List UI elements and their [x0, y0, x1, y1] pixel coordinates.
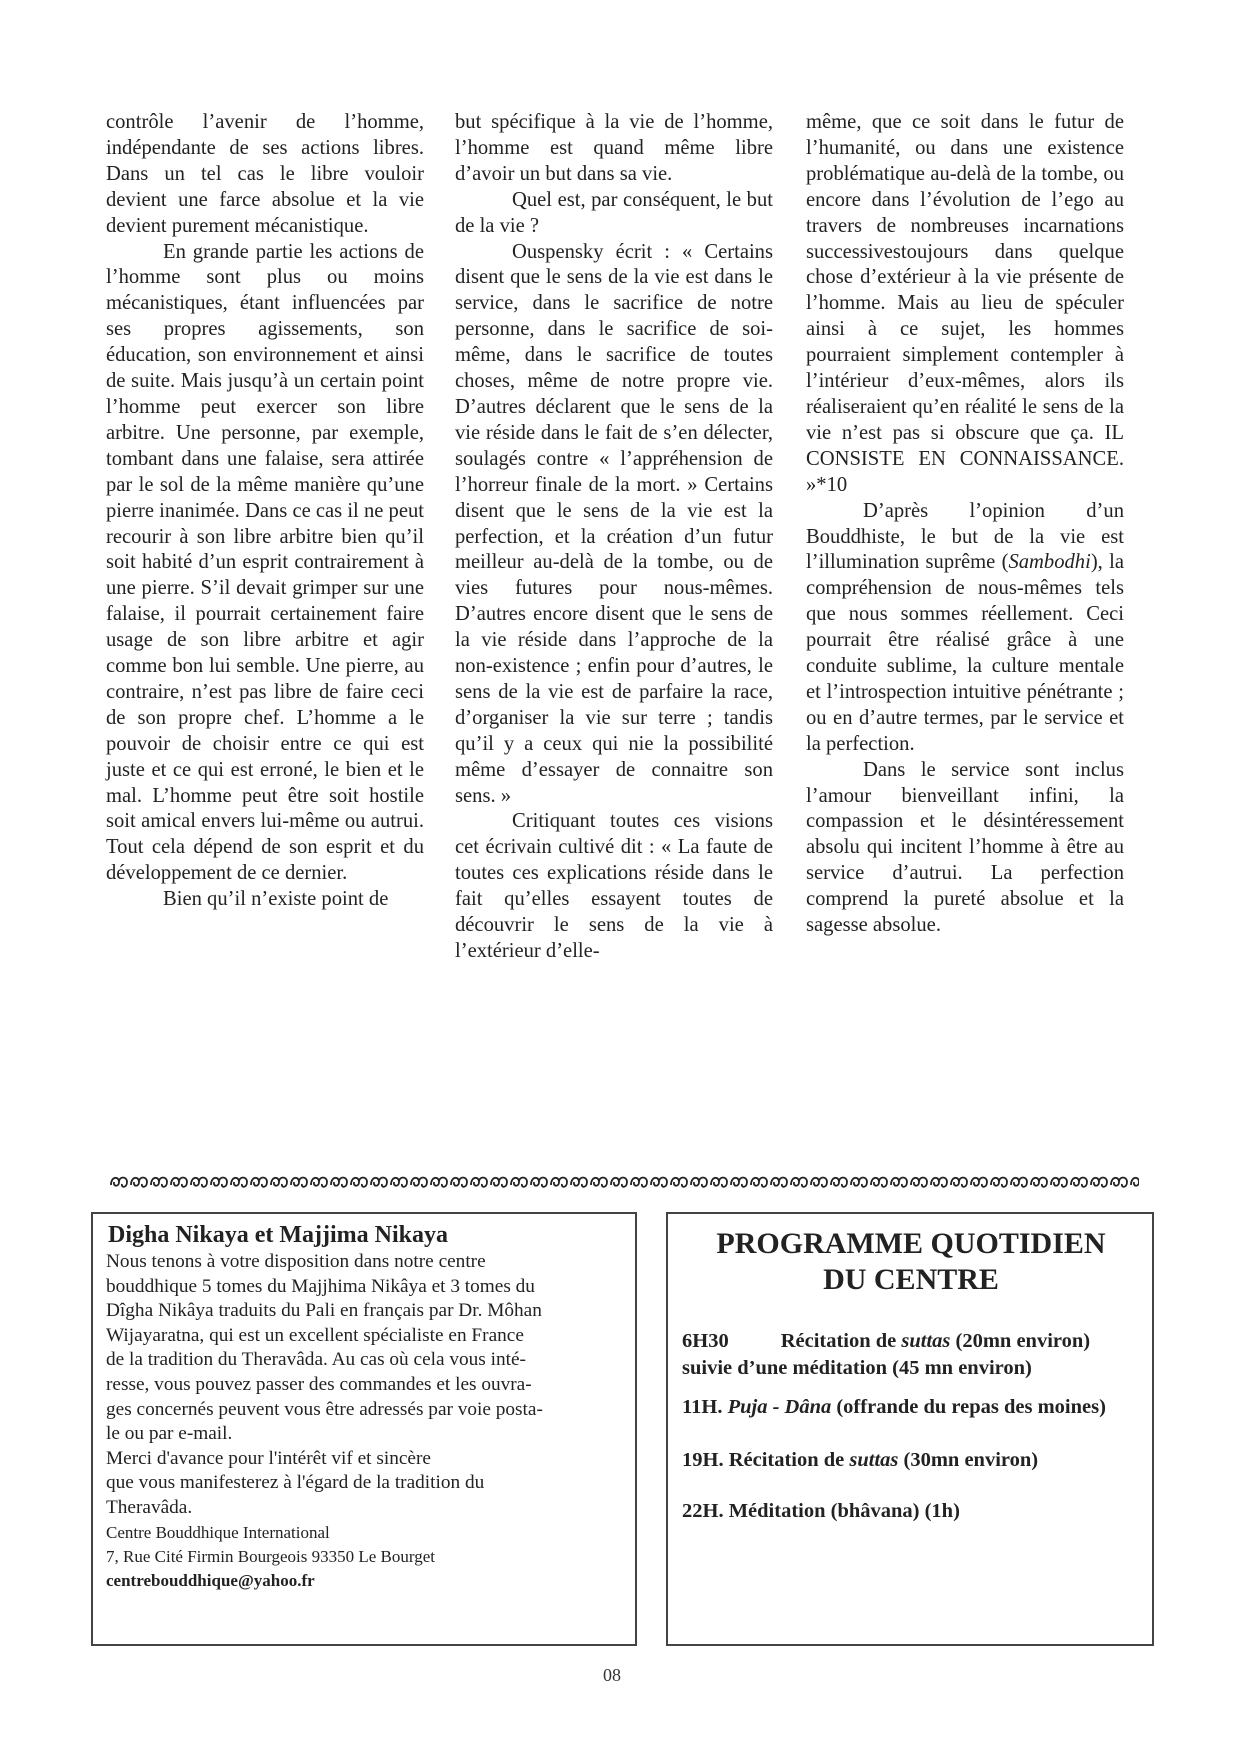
text: ), la compréhension de nous-mêmes tels que nous sommes réellement. Ceci pourrait être réalisé grâce à une conduite sublime, la culture mentale et l’introspection intuitive pénétrante ; ou en d’autre termes, par le service et la perfection.: [806, 551, 1124, 755]
body-line: ges concernés peuvent vous être adressés par voie posta-: [106, 1398, 543, 1420]
paragraph: même, que ce soit dans le futur de l’humanité, ou dans une existence problématique au-delà de la tombe, ou encore dans l’évolution de l’ego au travers de nombreuses incarnations successivestoujours dans quelque chose d’extérieur à la vie présente de l’homme. Mais au lieu de spéculer ainsi à ce sujet, les hommes pourraient simplement contempler à l’intérieur d’eux-mêmes, alors ils réaliseraient qu’en réalité le sens de la vie n’est pas si obscure que ça. IL CONSISTE EN CONNAISSANCE. »*10: [806, 111, 1124, 496]
body-line: Merci d'avance pour l'intérêt vif et sincère: [106, 1447, 431, 1469]
italic-term: suttas: [849, 1449, 899, 1471]
article-column-1: [106, 110, 424, 913]
text: Méditation (bhâvana) (1h): [723, 1500, 960, 1522]
paragraph: [806, 499, 1124, 758]
schedule-item: [682, 1498, 1140, 1525]
body-line: que vous manifesterez à l'égard de la tradition du: [106, 1472, 485, 1494]
body-line: de la tradition du Theravâda. Au cas où cela vous inté-: [106, 1349, 526, 1371]
paragraph: Quel est, par conséquent, le but de la vie ?: [455, 188, 773, 237]
paragraph: Ouspensky écrit : « Certains disent que le sens de la vie est dans le service, dans le sacrifice de notre personne, dans le sacrifice de soi-même, dans le sacrifice de toutes choses, même de notre propre vie. D’autres déclarent que le sens de la vie réside dans le fait de s’en délecter, soulagés contre « l’appréhension de l’horreur finale de la mort. » Certains disent que le sens de la vie est la perfection, et la création d’un futur meilleur au-delà de la tombe, ou de vies futures pour nous-mêmes. D’autres encore disent que le sens de la vie réside dans l’approche de la non-existence ; enfin pour d’autres, le sens de la vie est de parfaire la race, d’organiser la vie sur terre ; tandis qu’il y a ceux qui nie la possibilité même d’essayer de connaitre son sens. »: [455, 240, 773, 807]
schedule-item: [682, 1447, 1140, 1474]
text: D’après l’opinion d’un Bouddhiste, le but de la vie est l’illumination suprême (: [806, 499, 1124, 574]
body-line: Wijayaratna, qui est un excellent spécialiste en France: [106, 1324, 524, 1346]
title-line: DU CENTRE: [823, 1263, 999, 1296]
nikaya-info-box: [91, 1212, 637, 1646]
italic-term: Puja - Dâna: [727, 1396, 832, 1418]
program-title: [682, 1226, 1140, 1298]
italic-term: suttas: [901, 1330, 951, 1352]
paragraph: Dans le service sont inclus l’amour bienveillant infini, la compassion et le désintéressement absolu qui incitent l’homme à être au service d’autrui. La perfection comprend la pureté absolue et la sagesse absolue.: [806, 758, 1124, 937]
email-link[interactable]: centrebouddhique@yahoo.fr: [106, 1570, 315, 1590]
daily-program-box: [666, 1212, 1154, 1646]
article-column-2: [455, 110, 773, 965]
schedule-time: 11H.: [682, 1396, 723, 1418]
body-line: Nous tenons à votre disposition dans notre centre: [106, 1251, 486, 1272]
paragraph: contrôle l’avenir de l’homme, indépendante de ses actions libres. Dans un tel cas le libre vouloir devient une farce absolue et la vie devient purement mécanistique.: [106, 111, 424, 237]
title-line: PROGRAMME QUOTIDIEN: [716, 1227, 1106, 1260]
body-line: resse, vous pouvez passer des commandes et les ouvra-: [106, 1373, 532, 1395]
paragraph: Critiquant toutes ces visions cet écrivain cultivé dit : « La faute de toutes ces explications réside dans le fait qu’elles essayent toutes de découvrir le sens de la vie à l’extérieur d’elle-: [455, 810, 773, 962]
article-column-3: [806, 110, 1124, 939]
decorative-ornament-border: [109, 1170, 1139, 1192]
schedule-time: 19H.: [682, 1449, 724, 1471]
organization-name: Centre Bouddhique International: [106, 1522, 330, 1542]
schedule-item: [682, 1394, 1140, 1421]
body-line: Dîgha Nikâya traduits du Pali en français par Dr. Môhan: [106, 1300, 542, 1322]
paragraph: En grande partie les actions de l’homme sont plus ou moins mécanistiques, étant influencées par ses propres agissements, son éducation, son environnement et ainsi de suite. Mais jusqu’à un certain point l’homme peut exercer son libre arbitre. Une personne, par exemple, tombant dans une falaise, sera attirée par le sol de la même manière qu’une pierre inanimée. Dans ce cas il ne peut recourir à son libre arbitre bien qu’il soit habité d’un esprit contrairement à une pierre. S’il devait grimper sur une falaise, il pourrait certainement faire usage de son libre arbitre et agir comme bon lui semble. Une pierre, au contraire, n’est pas libre de faire ceci de son propre chef. L’homme a le pouvoir de choisir entre ce qui est juste et ce qui est erroné, le bien et le mal. L’homme peut être soit hostile soit amical envers lui-même ou autrui. Tout cela dépend de son esprit et du développement de ce dernier.: [106, 240, 424, 885]
italic-term: Sambodhi: [1008, 551, 1091, 574]
schedule-time: 6H30: [682, 1330, 729, 1352]
text: (20mn environ) suivie d’une méditation (45 mn environ): [682, 1330, 1091, 1379]
schedule-item: [682, 1328, 1140, 1382]
schedule-time: 22H.: [682, 1500, 724, 1522]
address: 7, Rue Cité Firmin Bourgeois 93350 Le Bourget: [106, 1546, 435, 1566]
text: Récitation de: [780, 1330, 902, 1352]
text: (offrande du repas des moines): [831, 1396, 1106, 1418]
text: Récitation de: [723, 1449, 850, 1471]
box-title: Digha Nikaya et Majjima Nikaya: [108, 1222, 448, 1248]
body-line: bouddhique 5 tomes du Majjhima Nikâya et 3 tomes du: [106, 1275, 535, 1297]
box-body: [106, 1250, 627, 1521]
paragraph: Bien qu’il n’existe point de: [163, 888, 389, 911]
ornament-icon: [109, 1170, 1139, 1192]
page-number: 08: [603, 1665, 621, 1685]
paragraph: but spécifique à la vie de l’homme, l’homme est quand même libre d’avoir un but dans sa vie.: [455, 111, 773, 185]
text: (30mn environ): [898, 1449, 1039, 1471]
body-line: Theravâda.: [106, 1496, 193, 1518]
body-line: le ou par e-mail.: [106, 1423, 233, 1445]
